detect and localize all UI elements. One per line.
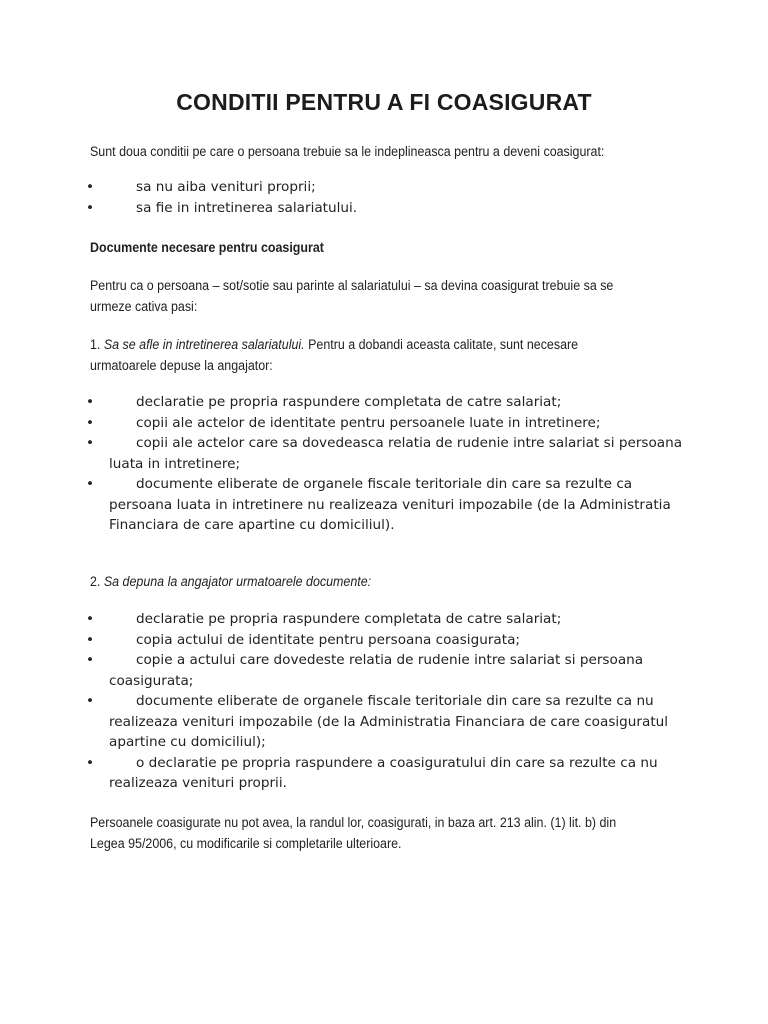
step1-italic: Sa se afle in intretinerea salariatului. — [103, 337, 305, 352]
intro-paragraph — [90, 141, 648, 162]
conditions-list — [86, 177, 706, 218]
intro-text: Sunt doua conditii pe care o persoana trebuie sa le indeplineasca pentru a deveni coasigurat: — [90, 144, 605, 159]
step1-paragraph — [90, 334, 648, 376]
list-item-continuation: luata in intretinere; — [109, 455, 241, 472]
step2-line1 — [90, 571, 648, 592]
step1-line2: urmatoarele depuse la angajator: — [90, 358, 273, 373]
footer-paragraph — [90, 812, 648, 854]
docs-heading: Documente necesare pentru coasigurat — [90, 240, 324, 255]
bullet: • — [86, 179, 95, 195]
list-item-continuation: Financiara de care apartine cu domiciliul). — [109, 517, 395, 533]
bullet: • — [86, 435, 95, 451]
bullet: • — [86, 199, 95, 216]
section-heading — [90, 237, 648, 258]
bullet: • — [86, 476, 95, 492]
list-item-continuation: realizeaza venituri proprii. — [109, 775, 287, 791]
list-item-continuation: coasigurata; — [109, 672, 194, 689]
list-item-text: sa fie in intretinerea salariatului. — [136, 199, 358, 216]
step1-line1 — [90, 334, 648, 355]
step2-number: 2. — [90, 574, 101, 589]
list-item-text: copii ale actelor de identitate pentru persoanele luate in intretinere; — [136, 414, 601, 431]
list-item-continuation: persoana luata in intretinere nu realizeaza venituri impozabile (de la Administratia — [109, 496, 671, 513]
page-title: CONDITII PENTRU A FI COASIGURAT — [176, 89, 592, 115]
step1-list — [86, 392, 706, 536]
bullet: • — [86, 693, 95, 709]
bullet: • — [86, 394, 95, 410]
step2-italic: Sa depuna la angajator urmatoarele documente: — [103, 574, 372, 589]
steps-intro-paragraph — [90, 275, 648, 317]
list-item — [86, 630, 706, 651]
list-item-text: documente eliberate de organele fiscale teritoriale din care sa rezulte ca nu — [136, 693, 654, 709]
list-item-text: documente eliberate de organele fiscale teritoriale din care sa rezulte ca — [136, 476, 633, 492]
list-item — [86, 433, 706, 474]
list-item-text: copii ale actelor care sa dovedeasca relatia de rudenie intre salariat si persoana — [136, 435, 683, 451]
list-item — [86, 650, 706, 691]
bullet: • — [86, 414, 95, 431]
list-item — [86, 392, 706, 413]
list-item — [86, 177, 706, 198]
bullet: • — [86, 754, 95, 771]
list-item — [86, 753, 706, 794]
steps-intro-line2: urmeze cativa pasi: — [90, 299, 198, 314]
step2-paragraph — [90, 571, 648, 592]
list-item — [86, 691, 706, 753]
list-item-text: copie a actului care dovedeste relatia de rudenie intre salariat si persoana — [136, 652, 644, 668]
step2-list — [86, 609, 706, 794]
list-item — [86, 474, 706, 536]
bullet: • — [86, 652, 95, 668]
list-item-continuation: realizeaza venituri impozabile (de la Administratia Financiara de care coasiguratul — [109, 713, 669, 730]
list-item — [86, 609, 706, 630]
bullet: • — [86, 631, 95, 648]
step1-number: 1. — [90, 337, 101, 352]
steps-intro-line1: Pentru ca o persoana – sot/sotie sau parinte al salariatului – sa devina coasigurat trebuie sa se — [90, 278, 614, 293]
step1-rest: Pentru a dobandi aceasta calitate, sunt necesare — [308, 337, 579, 352]
list-item — [86, 198, 706, 219]
footer-line2: Legea 95/2006, cu modificarile si completarile ulterioare. — [90, 836, 402, 851]
list-item-text: o declaratie pe propria raspundere a coasiguratului din care sa rezulte ca nu — [136, 754, 658, 771]
list-item-text: declaratie pe propria raspundere completata de catre salariat; — [136, 611, 562, 627]
list-item — [86, 413, 706, 434]
list-item-text: declaratie pe propria raspundere completata de catre salariat; — [136, 394, 562, 410]
list-item-text: sa nu aiba venituri proprii; — [136, 179, 316, 195]
footer-line1: Persoanele coasigurate nu pot avea, la randul lor, coasigurati, in baza art. 213 alin. (1) lit. b) din — [90, 815, 617, 830]
bullet: • — [86, 611, 95, 627]
list-item-text: copia actului de identitate pentru persoana coasigurata; — [136, 631, 520, 648]
list-item-continuation: apartine cu domiciliul); — [109, 734, 266, 750]
